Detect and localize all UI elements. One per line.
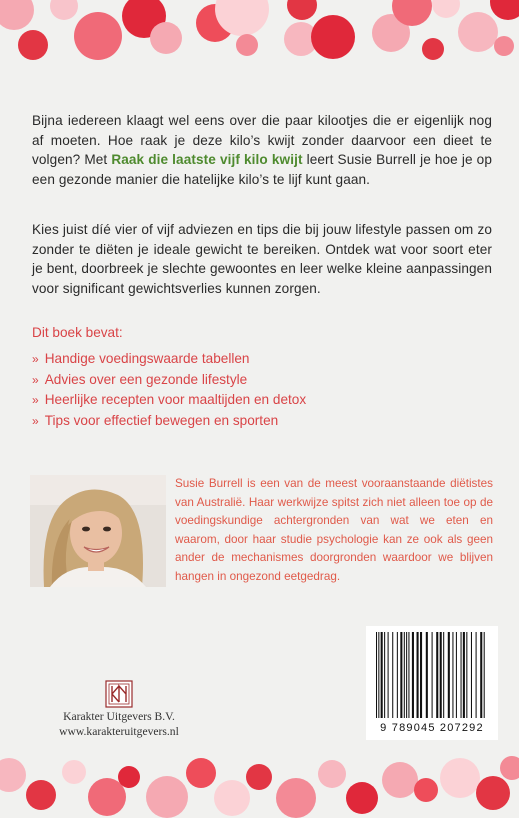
book-title-highlight: Raak die laatste vijf kilo kwijt <box>111 152 303 168</box>
decor-dot <box>311 15 355 59</box>
decor-dot <box>422 38 444 60</box>
barcode-bar <box>456 632 457 718</box>
barcode-bar <box>436 632 438 718</box>
decor-dot <box>500 756 519 780</box>
decor-dot <box>287 0 317 20</box>
lifestyle-paragraph: Kies juist díé vier of vijf adviezen en tips die bij jouw lifestyle passen om zo zonder te diëten je ideale gewicht te bereiken. Ontdek wat voor soort eter je bent, doorbreek je slechte gewoontes en leer welke kleine aanpassingen voor significant gewichtsverlies kunnen zorgen. <box>32 222 492 296</box>
barcode-bar <box>417 632 419 718</box>
decor-dot <box>62 760 86 784</box>
barcode-bar <box>408 632 409 718</box>
decor-dot <box>276 778 316 818</box>
decor-dot <box>490 0 519 20</box>
list-item-text: Handige voedingswaarde tabellen <box>44 351 250 366</box>
barcode-bar <box>376 632 377 718</box>
decor-dot <box>88 778 126 816</box>
barcode-bar <box>400 632 402 718</box>
decor-dot <box>372 14 410 52</box>
decor-dot <box>74 12 122 60</box>
barcode-bar <box>378 632 379 718</box>
barcode-bar <box>466 632 467 718</box>
barcode-bar <box>404 632 405 718</box>
decor-dot <box>414 778 438 802</box>
decor-dot <box>122 0 166 38</box>
bullet-marker: » <box>32 393 39 408</box>
decor-dot <box>196 4 234 42</box>
barcode-bar <box>452 632 453 718</box>
decor-dot <box>146 776 188 818</box>
barcode-bar <box>420 632 422 718</box>
decor-dot <box>346 782 378 814</box>
barcode-bar <box>381 632 383 718</box>
list-item <box>32 390 306 411</box>
author-photo <box>30 475 166 587</box>
decor-dot <box>246 764 272 790</box>
intro-text-after: leert Susie Burrell je hoe je op een gezonde manier die hatelijke kilo’s te lijf kunt gaan. <box>32 152 492 187</box>
barcode-bar <box>463 632 465 718</box>
publisher-name: Karakter Uitgevers B.V. <box>63 710 175 723</box>
decor-dot <box>494 36 514 56</box>
contents-list <box>32 349 306 431</box>
decor-dot <box>432 0 460 18</box>
decor-dot <box>458 12 498 52</box>
decor-dot <box>186 758 216 788</box>
barcode-bar <box>440 632 442 718</box>
decor-dot <box>50 0 78 20</box>
barcode-bar <box>432 632 433 718</box>
decor-dot <box>215 0 269 36</box>
decor-dot <box>476 776 510 810</box>
publisher-logo <box>105 680 133 708</box>
bullet-marker: » <box>32 372 39 387</box>
intro-text-before: Bijna iedereen klaagt wel eens over die paar kilootjes die er eigenlijk nog af moeten. Hoe raak je deze kilo’s kwijt zonder daarvoor een dieet te volgen? Met <box>32 113 492 168</box>
barcode-bar <box>388 632 389 718</box>
barcode-bar <box>448 632 450 718</box>
author-bio: Susie Burrell is een van de meest vooraanstaande diëtistes van Australië. Haar werkwijze spitst zich niet alleen toe op de voedingskundige achtergronden van wat we eten en waarom, door haar studie psychologie kan ze ook als geen ander de mechanismes doorgronden waardoor we blijven hangen in ongezond eetgedrag. <box>175 477 493 583</box>
barcode-bar <box>412 632 414 718</box>
intro-paragraph <box>32 111 492 189</box>
bullet-marker: » <box>32 352 39 366</box>
barcode-bar <box>384 632 385 718</box>
km-monogram-icon <box>105 680 133 708</box>
list-item-text: Heerlijke recepten voor maaltijden en detox <box>44 392 307 408</box>
barcode-bar <box>476 632 477 718</box>
bullet-marker: » <box>32 413 39 428</box>
decor-dot <box>0 0 34 30</box>
barcode-bar <box>461 632 462 718</box>
decor-dot <box>118 766 140 788</box>
list-item-text: Tips voor effectief bewegen en sporten <box>44 412 279 428</box>
barcode-bar <box>406 632 407 718</box>
decor-dot <box>382 762 418 798</box>
publisher-url[interactable]: www.karakteruitgevers.nl <box>59 725 179 738</box>
bottom-dot-pattern <box>0 750 519 800</box>
barcode-bar <box>484 632 485 718</box>
list-item <box>32 349 306 370</box>
contents-heading: Dit boek bevat: <box>32 325 123 340</box>
decor-dot <box>26 780 56 810</box>
decor-dot <box>214 780 250 816</box>
barcode-bar <box>471 632 472 718</box>
list-item <box>32 370 306 391</box>
barcode-bar <box>392 632 393 718</box>
decor-dot <box>150 22 182 54</box>
barcode-bars <box>376 632 488 720</box>
author-portrait-illustration <box>30 475 166 587</box>
decor-dot <box>18 30 48 60</box>
decor-dot <box>0 758 26 792</box>
barcode-bar <box>443 632 444 718</box>
isbn-number: 9 789045 207292 <box>380 722 484 734</box>
decor-dot <box>284 22 318 56</box>
decor-dot <box>236 34 258 56</box>
barcode-bar <box>426 632 428 718</box>
decor-dot <box>440 758 480 798</box>
decor-dot <box>318 760 346 788</box>
isbn-barcode <box>366 626 498 740</box>
list-item-text: Advies over een gezonde lifestyle <box>44 371 248 387</box>
top-dot-pattern <box>0 0 519 80</box>
decor-dot <box>392 0 432 26</box>
barcode-bar <box>480 632 482 718</box>
list-item <box>32 411 306 432</box>
barcode-bar <box>397 632 398 718</box>
